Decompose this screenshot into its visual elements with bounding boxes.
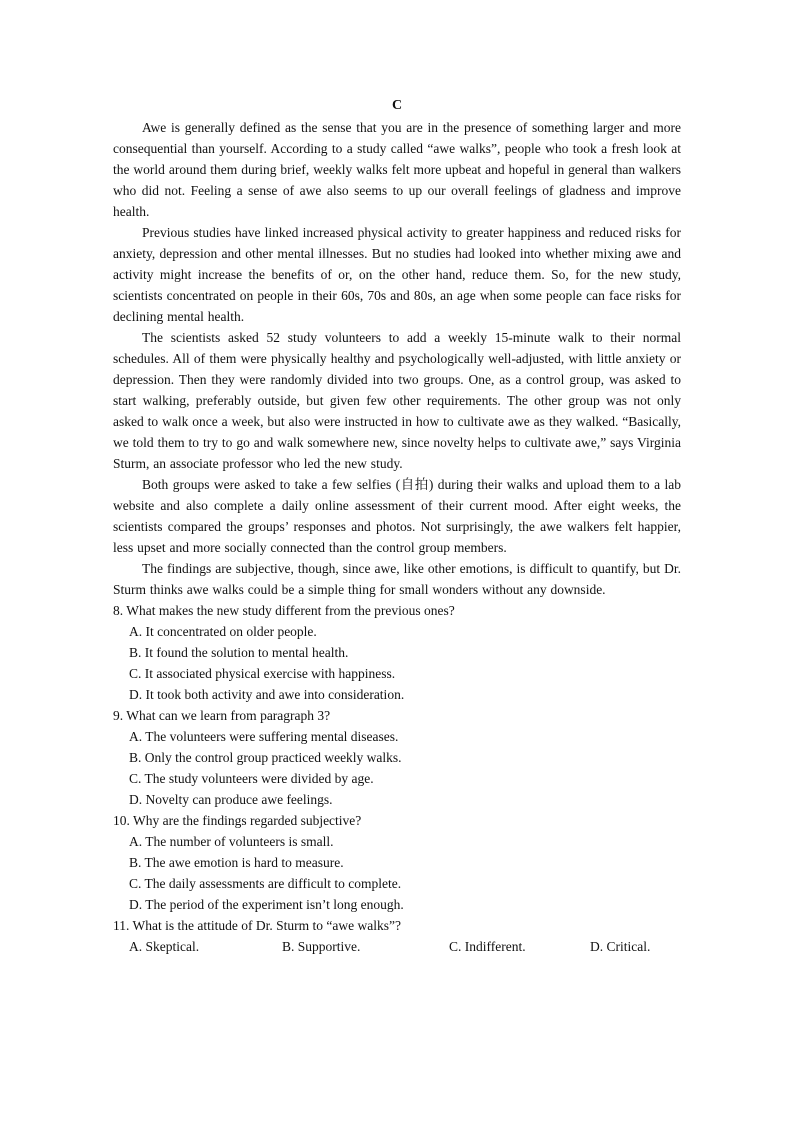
- question-10: [113, 810, 681, 915]
- passage-paragraph-1: Awe is generally defined as the sense that you are in the presence of something larger and more consequential than yourself. According to a study called “awe walks”, people who took a fresh look at the world around them during brief, weekly walks felt more upbeat and hopeful in general than walkers who did not. Feeling a sense of awe also seems to up our overall feelings of gladness and improve health.: [113, 120, 681, 219]
- question-8: [113, 600, 681, 705]
- answer-option-d: D. Novelty can produce awe feelings.: [129, 792, 333, 807]
- question-stem: 9. What can we learn from paragraph 3?: [113, 708, 331, 723]
- answer-option-c: C. The study volunteers were divided by age.: [129, 771, 374, 786]
- answer-option-c: C. Indifferent.: [449, 939, 526, 954]
- answer-option-b: B. Supportive.: [282, 939, 361, 954]
- answer-option-b: B. Only the control group practiced weekly walks.: [129, 750, 402, 765]
- reading-passage: [113, 117, 681, 600]
- answer-option-a: A. The volunteers were suffering mental diseases.: [129, 729, 399, 744]
- answer-options-row: [113, 936, 681, 957]
- answer-option-d: D. The period of the experiment isn’t long enough.: [129, 897, 404, 912]
- answer-option-a: A. It concentrated on older people.: [129, 624, 317, 639]
- question-11: [113, 915, 681, 957]
- question-list: [113, 600, 681, 957]
- answer-option-d: D. It took both activity and awe into consideration.: [129, 687, 405, 702]
- answer-option-c: C. The daily assessments are difficult to complete.: [129, 876, 402, 891]
- answer-option-b: B. The awe emotion is hard to measure.: [129, 855, 344, 870]
- section-title: C: [391, 98, 403, 113]
- answer-option-c: C. It associated physical exercise with happiness.: [129, 666, 396, 681]
- passage-paragraph-3: The scientists asked 52 study volunteers to add a weekly 15-minute walk to their normal schedules. All of them were physically healthy and psychologically well-adjusted, with little anxiety or depression. Then they were randomly divided into two groups. One, as a control group, was asked to start walking, preferably outside, but given few other requirements. The other group was not only asked to walk once a week, but also were instructed in how to cultivate awe as they walked. “Basically, we told them to try to go and walk somewhere new, since novelty helps to cultivate awe,” says Virginia Sturm, an associate professor who led the new study.: [113, 330, 681, 471]
- passage-paragraph-5: The findings are subjective, though, since awe, like other emotions, is difficult to quantify, but Dr. Sturm thinks awe walks could be a simple thing for small wonders without any downside.: [113, 561, 681, 597]
- passage-paragraph-2: Previous studies have linked increased physical activity to greater happiness and reduced risks for anxiety, depression and other mental illnesses. But no studies had looked into whether mixing awe and activity might increase the benefits of or, on the other hand, reduce them. So, for the new study, scientists concentrated on people in their 60s, 70s and 80s, an age when some people can face risks for declining mental health.: [113, 225, 681, 324]
- answer-option-d: D. Critical.: [590, 939, 651, 954]
- question-stem: 8. What makes the new study different from the previous ones?: [113, 603, 455, 618]
- answer-option-a: A. The number of volunteers is small.: [129, 834, 334, 849]
- question-9: [113, 705, 681, 810]
- answer-option-a: A. Skeptical.: [129, 939, 200, 954]
- answer-option-b: B. It found the solution to mental health.: [129, 645, 349, 660]
- question-stem: 10. Why are the findings regarded subjective?: [113, 813, 362, 828]
- question-stem: 11. What is the attitude of Dr. Sturm to “awe walks”?: [113, 918, 401, 933]
- document-page: [113, 96, 681, 957]
- passage-paragraph-4: Both groups were asked to take a few selfies (自拍) during their walks and upload them to a lab website and also complete a daily online assessment of their current mood. After eight weeks, the scientists compared the groups’ responses and photos. Not surprisingly, the awe walkers felt happier, less upset and more socially connected than the control group members.: [113, 477, 681, 555]
